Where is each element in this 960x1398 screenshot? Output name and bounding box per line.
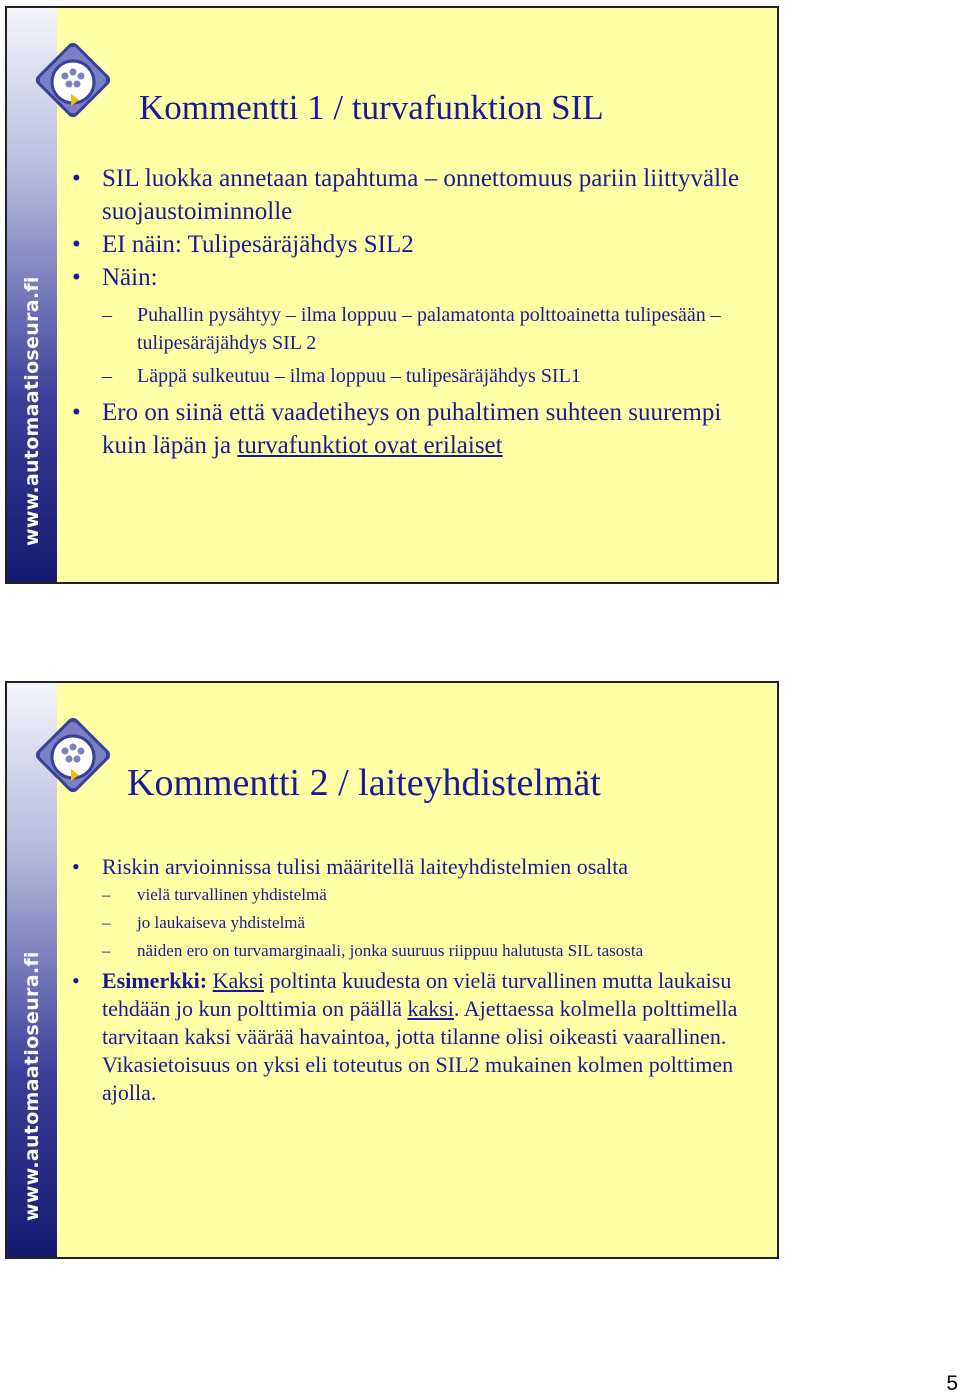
list-item: • SIL luokka annetaan tapahtuma – onnettomuus pariin liittyvälle suojaustoiminnolle: [72, 165, 740, 225]
slide-2: [5, 681, 779, 1259]
sub-list-item: – Läppä sulkeutuu – ilma loppuu – tulipesäräjähdys SIL1: [102, 365, 581, 387]
logo-icon: [31, 38, 115, 122]
slide-1: [5, 6, 779, 584]
sidebar-url: www.automaatioseura.fi: [21, 276, 43, 546]
sub-list-item: – näiden ero on turvamarginaali, jonka suuruus riippuu halutusta SIL tasosta: [102, 941, 644, 960]
slide-title: Kommentti 1 / turvafunktion SIL: [139, 88, 604, 127]
list-item: • Esimerkki: Kaksi poltinta kuudesta on vielä turvallinen mutta laukaisu tehdään jo kun polttimia on päällä kaksi. Ajettaessa kolmella polttimella tarvitaan kaksi väärää havaintoa, jotta tilanne olisi oikeasti vaarallinen. Vikasietoisuus on yksi eli toteutus on SIL2 mukainen kolmen polttimen ajolla.: [72, 968, 738, 1105]
bullet-list: [72, 162, 757, 462]
sub-list-item: – vielä turvallinen yhdistelmä: [102, 885, 327, 904]
list-item: • Näin: – Puhallin pysähtyy – ilma loppuu – palamatonta polttoainetta tulipesään – tulipesäräjähdys SIL 2 – Läppä sulkeutuu – ilma loppuu – tulipesäräjähdys SIL1: [102, 261, 757, 390]
sub-list: [102, 883, 757, 963]
underlined-text: Kaksi: [212, 968, 264, 993]
page-number: 5: [946, 1372, 958, 1395]
example-label: Esimerkki:: [102, 968, 208, 993]
list-item: • EI näin: Tulipesäräjähdys SIL2: [72, 231, 414, 258]
slide-title: Kommentti 2 / laiteyhdistelmät: [127, 762, 601, 804]
logo-icon: [31, 713, 115, 797]
sidebar-url: www.automaatioseura.fi: [21, 951, 43, 1221]
list-item: • Ero on siinä että vaadetiheys on puhaltimen suhteen suurempi kuin läpän ja turvafunktiot ovat erilaiset: [72, 399, 722, 459]
list-item: • Riskin arvioinnissa tulisi määritellä laiteyhdistelmien osalta – vielä turvallinen yhdistelmä – jo laukaiseva yhdistelmä – näiden ero on turvamarginaali, jonka suuruus riippuu halutusta SIL tasosta: [102, 853, 757, 963]
underlined-text: turvafunktiot ovat erilaiset: [237, 432, 503, 459]
underlined-text: kaksi: [407, 996, 454, 1021]
sub-list: [102, 301, 757, 390]
sub-list-item: – Puhallin pysähtyy – ilma loppuu – palamatonta polttoainetta tulipesään – tulipesäräjähdys SIL 2: [102, 304, 721, 354]
bullet-list: [72, 853, 757, 1107]
sub-list-item: – jo laukaiseva yhdistelmä: [102, 913, 306, 932]
